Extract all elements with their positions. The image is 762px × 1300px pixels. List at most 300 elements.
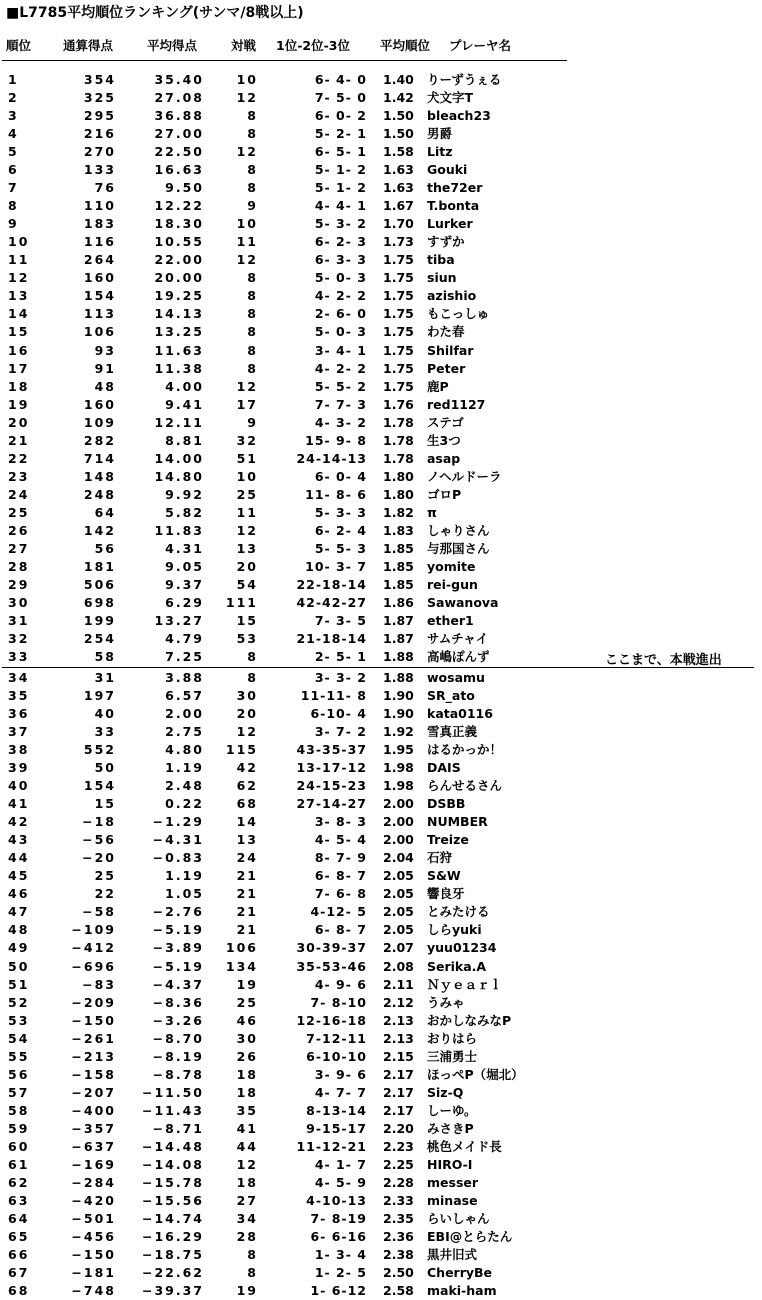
rank-cell: 43 <box>8 832 30 848</box>
player-name-cell: 石狩 <box>427 850 453 866</box>
games-cell: 8 <box>247 180 258 196</box>
games-cell: 12 <box>236 724 258 740</box>
placement-cell: 22-18-14 <box>296 576 367 592</box>
player-name-cell: Peter <box>427 360 466 376</box>
rank-cell: 8 <box>8 198 19 214</box>
average-points-cell: −5.19 <box>152 922 204 938</box>
placement-cell: 3- 7- 2 <box>314 724 367 740</box>
player-name-cell: しーゆ。 <box>427 1102 477 1118</box>
average-points-cell: 9.41 <box>165 396 204 412</box>
table-row <box>0 342 762 360</box>
placement-cell: 30-39-37 <box>296 940 367 956</box>
player-name-cell: NUMBER <box>427 814 488 830</box>
average-points-cell: 22.50 <box>154 144 204 160</box>
average-rank-cell: 1.58 <box>383 144 414 160</box>
table-row <box>0 215 762 233</box>
total-points-cell: −18 <box>82 814 116 830</box>
placement-cell: 7- 3- 5 <box>314 612 367 628</box>
player-name-cell: Gouki <box>427 162 468 178</box>
table-row <box>0 89 762 107</box>
placement-cell: 7- 5- 0 <box>314 90 367 105</box>
header-divider <box>2 60 567 61</box>
total-points-cell: 25 <box>94 868 116 884</box>
total-points-cell: 31 <box>94 670 116 685</box>
games-cell: 44 <box>236 1138 258 1154</box>
player-name-cell: SR_ato <box>427 688 475 703</box>
games-cell: 51 <box>236 450 258 466</box>
table-row <box>0 125 762 143</box>
table-row <box>0 414 762 432</box>
average-points-cell: 4.79 <box>165 630 204 646</box>
placement-cell: 6- 4- 0 <box>314 72 367 87</box>
average-points-cell: 35.40 <box>154 72 204 87</box>
games-cell: 115 <box>225 742 258 758</box>
table-row <box>0 107 762 125</box>
rank-cell: 49 <box>8 940 30 956</box>
average-rank-cell: 2.13 <box>383 1030 414 1046</box>
average-points-cell: 2.00 <box>165 706 204 722</box>
total-points-cell: 270 <box>83 144 116 160</box>
header-total-points: 通算得点 <box>63 38 114 53</box>
player-name-cell: Shilfar <box>427 342 474 358</box>
games-cell: 24 <box>236 850 258 866</box>
player-name-cell: rei-gun <box>427 576 478 592</box>
games-cell: 13 <box>236 832 258 848</box>
table-row <box>0 759 762 777</box>
rank-cell: 31 <box>8 612 30 628</box>
games-cell: 21 <box>236 886 258 902</box>
average-points-cell: 2.48 <box>165 778 204 794</box>
average-rank-cell: 2.20 <box>383 1120 414 1136</box>
player-name-cell: みさきP <box>427 1120 474 1136</box>
placement-cell: 6- 8- 7 <box>314 868 367 884</box>
total-points-cell: −284 <box>71 1174 116 1190</box>
rank-cell: 60 <box>8 1138 30 1154</box>
rank-cell: 13 <box>8 288 30 304</box>
games-cell: 12 <box>236 522 258 538</box>
total-points-cell: −456 <box>71 1228 116 1244</box>
placement-cell: 4- 1- 7 <box>314 1156 367 1172</box>
average-rank-cell: 2.05 <box>383 904 414 920</box>
average-rank-cell: 1.50 <box>383 126 414 142</box>
rank-cell: 24 <box>8 486 30 502</box>
average-points-cell: 14.13 <box>154 306 204 322</box>
rank-cell: 11 <box>8 252 30 268</box>
player-name-cell: おりはら <box>427 1030 478 1046</box>
average-points-cell: −1.29 <box>152 814 204 830</box>
placement-cell: 11-12-21 <box>296 1138 367 1154</box>
table-row <box>0 1192 762 1210</box>
average-rank-cell: 1.98 <box>383 760 414 776</box>
games-cell: 8 <box>247 270 258 286</box>
table-row <box>0 504 762 522</box>
rank-cell: 4 <box>8 126 19 142</box>
average-points-cell: −0.83 <box>152 850 204 866</box>
table-row <box>0 1246 762 1264</box>
player-name-cell: 高嶋ぽんず <box>427 649 490 664</box>
rank-cell: 59 <box>8 1120 30 1136</box>
average-rank-cell: 2.12 <box>383 994 414 1010</box>
rank-cell: 66 <box>8 1247 30 1262</box>
average-points-cell: −2.76 <box>152 904 204 920</box>
player-name-cell: ゴロP <box>427 486 462 502</box>
player-name-cell: らいしゃん <box>427 1210 490 1226</box>
games-cell: 21 <box>236 904 258 920</box>
table-row <box>0 1228 762 1246</box>
placement-cell: 1- 2- 5 <box>314 1265 367 1280</box>
total-points-cell: −357 <box>71 1120 116 1136</box>
average-rank-cell: 1.85 <box>383 540 414 556</box>
rank-cell: 53 <box>8 1012 30 1028</box>
rank-cell: 20 <box>8 414 30 430</box>
placement-cell: 11-11- 8 <box>300 688 367 703</box>
player-name-cell: すずか <box>427 234 465 250</box>
average-rank-cell: 1.78 <box>383 450 414 466</box>
games-cell: 46 <box>236 1012 258 1028</box>
games-cell: 106 <box>225 940 258 956</box>
placement-cell: 8- 7- 9 <box>314 850 367 866</box>
player-name-cell: 雪真正義 <box>427 724 478 740</box>
games-cell: 13 <box>236 540 258 556</box>
games-cell: 10 <box>236 468 258 484</box>
player-name-cell: Siz-Q <box>427 1084 464 1100</box>
games-cell: 53 <box>236 630 258 646</box>
table-row <box>0 1012 762 1030</box>
placement-cell: 6- 8- 7 <box>314 922 367 938</box>
placement-cell: 5- 1- 2 <box>314 162 367 178</box>
table-row <box>0 1264 762 1282</box>
placement-cell: 4- 9- 6 <box>314 976 367 992</box>
average-points-cell: 8.81 <box>165 432 204 448</box>
player-name-cell: bleach23 <box>427 108 491 124</box>
rank-cell: 30 <box>8 594 30 610</box>
games-cell: 12 <box>236 252 258 268</box>
games-cell: 8 <box>247 288 258 304</box>
table-row <box>0 378 762 396</box>
total-points-cell: 64 <box>94 504 116 520</box>
rank-cell: 67 <box>8 1265 30 1280</box>
placement-cell: 7- 6- 8 <box>314 886 367 902</box>
average-points-cell: 9.50 <box>165 180 204 196</box>
average-rank-cell: 2.05 <box>383 886 414 902</box>
player-name-cell: messer <box>427 1174 479 1190</box>
player-name-cell: Treize <box>427 832 469 848</box>
games-cell: 12 <box>236 1156 258 1172</box>
table-row <box>0 396 762 414</box>
placement-cell: 3- 8- 3 <box>314 814 367 830</box>
games-cell: 12 <box>236 144 258 160</box>
player-name-cell: Serika.A <box>427 958 487 974</box>
placement-cell: 24-15-23 <box>296 778 367 794</box>
average-points-cell: 16.63 <box>154 162 204 178</box>
rank-cell: 22 <box>8 450 30 466</box>
rank-cell: 26 <box>8 522 30 538</box>
rank-cell: 36 <box>8 706 30 722</box>
table-row <box>0 323 762 341</box>
placement-cell: 43-35-37 <box>296 742 367 758</box>
table-row <box>0 576 762 594</box>
games-cell: 25 <box>236 994 258 1010</box>
rank-cell: 48 <box>8 922 30 938</box>
placement-cell: 2- 5- 1 <box>314 649 367 664</box>
player-name-cell: Ｎｙｅａｒｌ <box>427 976 503 992</box>
table-row <box>0 287 762 305</box>
total-points-cell: −109 <box>71 922 116 938</box>
table-row <box>0 486 762 504</box>
placement-cell: 8-13-14 <box>306 1102 367 1118</box>
average-points-cell: −39.37 <box>141 1283 204 1298</box>
rank-cell: 61 <box>8 1156 30 1172</box>
games-cell: 68 <box>236 796 258 812</box>
placement-cell: 5- 1- 2 <box>314 180 367 196</box>
rank-cell: 57 <box>8 1084 30 1100</box>
total-points-cell: −696 <box>71 958 116 974</box>
placement-cell: 6-10-10 <box>306 1048 367 1064</box>
placement-cell: 3- 4- 1 <box>314 342 367 358</box>
placement-cell: 1- 3- 4 <box>314 1247 367 1262</box>
table-row <box>0 594 762 612</box>
total-points-cell: 264 <box>83 252 116 268</box>
player-name-cell: Sawanova <box>427 594 499 610</box>
table-row <box>0 630 762 648</box>
total-points-cell: −501 <box>71 1210 116 1226</box>
average-rank-cell: 2.05 <box>383 922 414 938</box>
placement-cell: 4- 2- 2 <box>314 360 367 376</box>
table-row <box>0 71 762 89</box>
table-row <box>0 1030 762 1048</box>
average-points-cell: 7.25 <box>165 649 204 664</box>
player-name-cell: tiba <box>427 252 455 268</box>
total-points-cell: 109 <box>83 414 116 430</box>
average-rank-cell: 2.58 <box>383 1283 414 1298</box>
table-row <box>0 305 762 323</box>
average-rank-cell: 1.75 <box>383 252 414 268</box>
total-points-cell: −412 <box>71 940 116 956</box>
rank-cell: 62 <box>8 1174 30 1190</box>
placement-cell: 3- 9- 6 <box>314 1066 367 1082</box>
games-cell: 20 <box>236 706 258 722</box>
rank-cell: 21 <box>8 432 30 448</box>
average-points-cell: 1.19 <box>165 868 204 884</box>
table-row <box>0 432 762 450</box>
table-row <box>0 939 762 957</box>
rank-cell: 19 <box>8 396 30 412</box>
player-name-cell: DSBB <box>427 796 466 812</box>
player-name-cell: asap <box>427 450 461 466</box>
total-points-cell: 154 <box>83 778 116 794</box>
placement-cell: 6-10- 4 <box>310 706 367 722</box>
total-points-cell: 714 <box>83 450 116 466</box>
placement-cell: 6- 3- 3 <box>314 252 367 268</box>
average-rank-cell: 1.75 <box>383 288 414 304</box>
average-rank-cell: 1.80 <box>383 468 414 484</box>
average-points-cell: −3.26 <box>152 1012 204 1028</box>
total-points-cell: −207 <box>71 1084 116 1100</box>
rank-cell: 25 <box>8 504 30 520</box>
average-rank-cell: 2.23 <box>383 1138 414 1154</box>
total-points-cell: −158 <box>71 1066 116 1082</box>
average-rank-cell: 2.07 <box>383 940 414 956</box>
rank-cell: 51 <box>8 976 30 992</box>
placement-cell: 6- 5- 1 <box>314 144 367 160</box>
average-rank-cell: 2.17 <box>383 1102 414 1118</box>
average-points-cell: 6.29 <box>165 594 204 610</box>
average-rank-cell: 2.35 <box>383 1210 414 1226</box>
player-name-cell: yomite <box>427 558 476 574</box>
average-points-cell: 11.38 <box>154 360 204 376</box>
total-points-cell: 552 <box>83 742 116 758</box>
games-cell: 25 <box>236 486 258 502</box>
games-cell: 8 <box>247 162 258 178</box>
rank-cell: 68 <box>8 1283 30 1298</box>
rank-cell: 35 <box>8 688 30 703</box>
total-points-cell: 48 <box>94 378 116 394</box>
table-row <box>0 197 762 215</box>
total-points-cell: −748 <box>71 1283 116 1298</box>
table-row <box>0 1120 762 1138</box>
total-points-cell: 110 <box>83 198 116 214</box>
average-rank-cell: 1.95 <box>383 742 414 758</box>
games-cell: 54 <box>236 576 258 592</box>
average-points-cell: −15.78 <box>141 1174 204 1190</box>
table-row <box>0 450 762 468</box>
total-points-cell: 248 <box>83 486 116 502</box>
total-points-cell: 33 <box>94 724 116 740</box>
average-rank-cell: 1.40 <box>383 72 414 87</box>
rank-cell: 16 <box>8 342 30 358</box>
total-points-cell: 133 <box>83 162 116 178</box>
average-points-cell: 9.37 <box>165 576 204 592</box>
average-points-cell: −16.29 <box>141 1228 204 1244</box>
player-name-cell: しゃりさん <box>427 522 490 538</box>
placement-cell: 1- 6-12 <box>310 1283 367 1298</box>
average-rank-cell: 1.75 <box>383 270 414 286</box>
rank-cell: 55 <box>8 1048 30 1064</box>
table-row <box>0 468 762 486</box>
total-points-cell: −169 <box>71 1156 116 1172</box>
average-rank-cell: 1.92 <box>383 724 414 740</box>
average-points-cell: 13.27 <box>154 612 204 628</box>
games-cell: 19 <box>236 1283 258 1298</box>
table-row <box>0 777 762 795</box>
games-cell: 42 <box>236 760 258 776</box>
rank-cell: 34 <box>8 670 30 685</box>
games-cell: 134 <box>225 958 258 974</box>
table-row <box>0 360 762 378</box>
average-rank-cell: 1.88 <box>383 649 414 664</box>
table-row <box>0 1282 762 1300</box>
games-cell: 9 <box>247 198 258 214</box>
placement-cell: 24-14-13 <box>296 450 367 466</box>
games-cell: 8 <box>247 670 258 685</box>
total-points-cell: −20 <box>82 850 116 866</box>
rank-cell: 50 <box>8 958 30 974</box>
placement-cell: 5- 0- 3 <box>314 324 367 340</box>
table-row <box>0 269 762 287</box>
table-row <box>0 251 762 269</box>
table-row <box>0 1084 762 1102</box>
average-points-cell: 4.00 <box>165 378 204 394</box>
games-cell: 18 <box>236 1084 258 1100</box>
table-row <box>0 1138 762 1156</box>
player-name-cell: 黒井旧式 <box>427 1247 478 1262</box>
total-points-cell: −213 <box>71 1048 116 1064</box>
total-points-cell: −420 <box>71 1192 116 1208</box>
player-name-cell: とみたける <box>427 904 490 920</box>
player-name-cell: 与那国さん <box>427 540 490 556</box>
games-cell: 8 <box>247 342 258 358</box>
average-points-cell: −8.78 <box>152 1066 204 1082</box>
table-row <box>0 849 762 867</box>
table-row <box>0 741 762 759</box>
average-rank-cell: 1.76 <box>383 396 414 412</box>
rank-cell: 27 <box>8 540 30 556</box>
average-points-cell: 9.05 <box>165 558 204 574</box>
games-cell: 34 <box>236 1210 258 1226</box>
total-points-cell: 56 <box>94 540 116 556</box>
average-rank-cell: 1.90 <box>383 688 414 703</box>
cutoff-note: ここまで、本戦進出 <box>605 653 722 668</box>
placement-cell: 7-12-11 <box>306 1030 367 1046</box>
rank-cell: 63 <box>8 1192 30 1208</box>
table-row <box>0 1048 762 1066</box>
games-cell: 9 <box>247 414 258 430</box>
placement-cell: 6- 0- 4 <box>314 468 367 484</box>
player-name-cell: 犬文字T <box>427 90 474 105</box>
average-rank-cell: 2.05 <box>383 868 414 884</box>
average-points-cell: 18.30 <box>154 216 204 232</box>
player-name-cell: ステゴ <box>427 414 464 430</box>
player-name-cell: ほっぺP（堀北） <box>427 1066 524 1082</box>
games-cell: 18 <box>236 1174 258 1190</box>
placement-cell: 5- 5- 2 <box>314 378 367 394</box>
page-title: ■L7785平均順位ランキング(サンマ/8戦以上) <box>6 5 304 21</box>
games-cell: 41 <box>236 1120 258 1136</box>
average-rank-cell: 2.15 <box>383 1048 414 1064</box>
table-row <box>0 831 762 849</box>
placement-cell: 4- 5- 9 <box>314 1174 367 1190</box>
placement-cell: 35-53-46 <box>296 958 367 974</box>
average-rank-cell: 1.75 <box>383 324 414 340</box>
player-name-cell: しらyuki <box>427 922 482 938</box>
total-points-cell: −261 <box>71 1030 116 1046</box>
total-points-cell: −56 <box>82 832 116 848</box>
player-name-cell: 生3つ <box>427 432 461 448</box>
average-rank-cell: 1.83 <box>383 522 414 538</box>
average-points-cell: −14.74 <box>141 1210 204 1226</box>
header-average-rank: 平均順位 <box>380 38 431 53</box>
games-cell: 21 <box>236 922 258 938</box>
table-row <box>0 958 762 976</box>
total-points-cell: 154 <box>83 288 116 304</box>
table-row <box>0 994 762 1012</box>
player-name-cell: S&W <box>427 868 461 884</box>
games-cell: 19 <box>236 976 258 992</box>
total-points-cell: 216 <box>83 126 116 142</box>
average-rank-cell: 1.78 <box>383 432 414 448</box>
placement-cell: 5- 5- 3 <box>314 540 367 556</box>
average-rank-cell: 2.08 <box>383 958 414 974</box>
player-name-cell: サムチャイ <box>427 630 489 646</box>
average-rank-cell: 1.87 <box>383 612 414 628</box>
player-name-cell: wosamu <box>427 670 485 685</box>
player-name-cell: π <box>427 504 437 520</box>
placement-cell: 10- 3- 7 <box>305 558 367 574</box>
average-points-cell: −14.08 <box>141 1156 204 1172</box>
games-cell: 8 <box>247 1265 258 1280</box>
header-average-points: 平均得点 <box>147 38 198 53</box>
table-row <box>0 813 762 831</box>
